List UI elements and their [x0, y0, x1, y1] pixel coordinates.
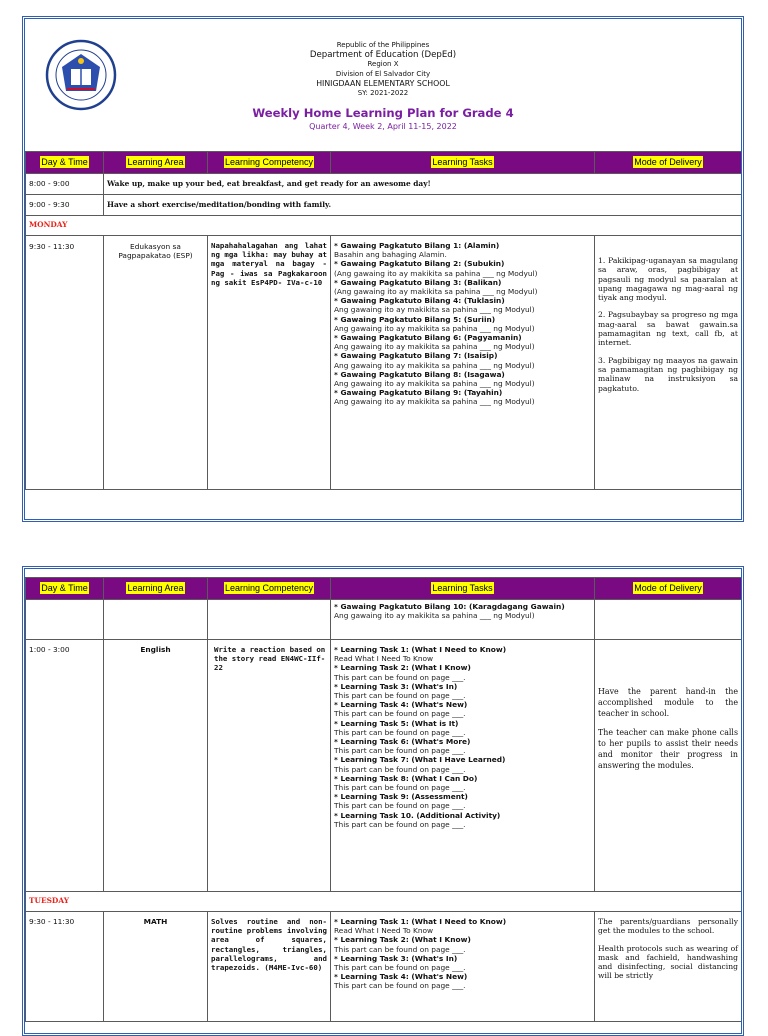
task-list [334, 917, 591, 991]
col-day-time: Day & Time [41, 156, 88, 167]
mode-text: 1. Pakikipag-uganayan sa magulang sa araw, oras, pagbibigay at pagsauli ng modyul sa paaralan at upang magagawa ng mag-aaral ng tiyak ang modyul. [598, 256, 738, 303]
mode-cell [595, 640, 742, 892]
task-desc: Read What I Need To Know [334, 926, 434, 936]
task-desc: This part can be found on page ___. [334, 819, 466, 829]
table-row [26, 216, 742, 236]
mode-cell [595, 236, 742, 490]
task-desc: This part can be found on page ___. [334, 691, 466, 701]
col-learning-tasks: Learning Tasks [432, 582, 493, 593]
table-header-row [26, 152, 742, 174]
task-desc: Basahin ang bahaging Alamin. [334, 250, 447, 260]
learning-area-cell: MATH [104, 912, 208, 1022]
task-desc: (Ang gawaing ito ay makikita sa pahina ___ ng Modyul) [334, 287, 538, 297]
task-title: * Gawaing Pagkatuto Bilang 1: (Alamin) [334, 241, 500, 250]
task-title: * Gawaing Pagkatuto Bilang 10: (Karagdagang Gawain) [334, 602, 565, 611]
empty-cell [104, 600, 208, 640]
table-header-row [26, 578, 742, 600]
task-desc: This part can be found on page ___. [334, 801, 466, 811]
table-row [26, 195, 742, 216]
col-learning-competency: Learning Competency [224, 582, 314, 593]
tasks-cell [331, 236, 595, 490]
mode-text: The parents/guardians personally get the modules to the school. [598, 917, 738, 936]
day-label-tuesday: TUESDAY [26, 892, 742, 912]
table-row [26, 236, 742, 490]
task-title: * Gawaing Pagkatuto Bilang 5: (Suriin) [334, 314, 496, 324]
republic-text: Republic of the Philippines [336, 41, 430, 49]
task-desc: This part can be found on page ___. [334, 944, 466, 954]
mode-text: 3. Pagbibigay ng maayos na gawain sa pamamagitan ng pagbibigay ng malinaw na instruksiyon sa pagkatuto. [598, 355, 738, 393]
task-desc: This part can be found on page ___. [334, 963, 466, 973]
task-desc: This part can be found on page ___. [334, 727, 466, 737]
table-row [26, 174, 742, 195]
table-row [26, 600, 742, 640]
table-row [26, 912, 742, 1022]
day-label-monday: MONDAY [26, 216, 742, 236]
mode-text: The teacher can make phone calls to her pupils to assist their needs and monitor their progress in answering the modules. [598, 728, 738, 770]
task-title: * Learning Task 8: (What I Can Do) [334, 773, 478, 783]
task-desc: This part can be found on page ___. [334, 709, 466, 719]
task-desc: This part can be found on page ___. [334, 746, 466, 756]
task-desc: Ang gawaing ito ay makikita sa pahina ___ ng Modyul) [334, 397, 535, 407]
empty-cell [208, 600, 331, 640]
task-title: * Learning Task 6: (What's More) [334, 737, 471, 747]
empty-cell [26, 600, 104, 640]
task-desc: This part can be found on page ___. [334, 764, 466, 774]
task-title: * Learning Task 9: (Assessment) [334, 792, 468, 802]
task-list [334, 241, 591, 407]
school-name: HINIGDAAN ELEMENTARY SCHOOL [316, 79, 450, 89]
task-title: * Learning Task 10. (Additional Activity) [334, 810, 501, 820]
document-header [25, 19, 741, 151]
task-desc: Ang gawaing ito ay makikita sa pahina ___ ng Modyul) [334, 611, 535, 621]
task-title: * Gawaing Pagkatuto Bilang 4: (Tuklasin) [334, 296, 505, 306]
task-desc: This part can be found on page ___. [334, 783, 466, 793]
competency-cell: Write a reaction based on the story read EN4WC-IIf-22 [208, 640, 331, 892]
tasks-cell [331, 912, 595, 1022]
task-desc: This part can be found on page ___. [334, 672, 466, 682]
time-cell: 8:00 - 9:00 [26, 174, 104, 195]
task-title: * Learning Task 4: (What's New) [334, 972, 468, 982]
competency-cell: Napahahalagahan ang lahat ng mga likha: may buhay at mga materyal na bagay - Pag - iwas sa Pagkakaroon ng sakit EsP4PD- IVa-c-10 [208, 236, 331, 490]
col-learning-competency: Learning Competency [224, 156, 314, 167]
task-desc: This part can be found on page ___. [334, 981, 466, 991]
mode-text: Health protocols such as wearing of mask and fachield, handwashing and disinfecting, social distancing will be strictly [598, 943, 738, 981]
table-row [26, 892, 742, 912]
mode-text: Have the parent hand-in the accomplished module to the teacher in school. [598, 687, 738, 718]
activity-cell: Wake up, make up your bed, eat breakfast, and get ready for an awesome day! [104, 174, 742, 195]
task-desc: Ang gawaing ito ay makikita sa pahina ___ ng Modyul) [334, 342, 535, 352]
task-desc: Ang gawaing ito ay makikita sa pahina ___ ng Modyul) [334, 360, 535, 370]
task-title: * Gawaing Pagkatuto Bilang 3: (Balikan) [334, 277, 502, 287]
col-mode-of-delivery: Mode of Delivery [634, 582, 702, 593]
task-desc: Read What I Need To Know [334, 654, 434, 664]
task-title: * Learning Task 5: (What is It) [334, 718, 459, 728]
mode-text: 2. Pagsubaybay sa progreso ng mga mag-aaral sa bawat gawain.sa pamamagitan ng text, call fb, at internet. [598, 310, 738, 348]
task-title: * Gawaing Pagkatuto Bilang 9: (Tayahin) [334, 388, 503, 398]
task-title: * Gawaing Pagkatuto Bilang 8: (Isagawa) [334, 369, 505, 379]
task-desc: Ang gawaing ito ay makikita sa pahina ___ ng Modyul) [334, 323, 535, 333]
time-cell: 1:00 - 3:00 [26, 640, 104, 892]
tasks-cell [331, 640, 595, 892]
region-text: Region X [367, 60, 399, 69]
school-year: SY: 2021-2022 [357, 88, 409, 97]
competency-cell: Solves routine and non-routine problems involving area of squares, rectangles, triangles, parallelograms, and trapezoids. (M4ME-Ivc-60) [208, 912, 331, 1022]
col-mode-of-delivery: Mode of Delivery [634, 156, 702, 167]
col-learning-tasks: Learning Tasks [432, 156, 493, 167]
plan-title: Weekly Home Learning Plan for Grade 4 [252, 105, 514, 120]
tasks-cell [331, 600, 595, 640]
learning-area-cell: Edukasyon sa Pagpapakatao (ESP) [104, 236, 208, 490]
task-desc: Ang gawaing ito ay makikita sa pahina ___ ng Modyul) [334, 305, 535, 315]
col-learning-area: Learning Area [127, 156, 184, 167]
task-title: * Learning Task 3: (What's In) [334, 681, 458, 691]
task-desc: (Ang gawaing ito ay makikita sa pahina ___ ng Modyul) [334, 268, 538, 278]
task-title: * Learning Task 2: (What I Know) [334, 935, 471, 945]
quarter-text: Quarter 4, Week 2, April 11-15, 2022 [309, 121, 457, 131]
task-title: * Gawaing Pagkatuto Bilang 6: (Pagyamanin) [334, 333, 522, 343]
learning-plan-table [25, 151, 742, 490]
learning-area-cell: English [104, 640, 208, 892]
task-title: * Learning Task 4: (What's New) [334, 700, 468, 710]
time-cell: 9:30 - 11:30 [26, 236, 104, 490]
empty-cell [595, 600, 742, 640]
learning-plan-table [25, 577, 742, 1022]
col-day-time: Day & Time [41, 582, 88, 593]
plan-page-1 [22, 16, 744, 522]
task-title: * Learning Task 2: (What I Know) [334, 663, 471, 673]
activity-cell: Have a short exercise/meditation/bonding with family. [104, 195, 742, 216]
task-title: * Learning Task 7: (What I Have Learned) [334, 755, 506, 765]
department-text: Department of Education (DepEd) [309, 49, 457, 60]
division-text: Division of El Salvador City [335, 69, 431, 78]
task-desc: Ang gawaing ito ay makikita sa pahina ___ ng Modyul) [334, 379, 535, 389]
plan-page-2 [22, 566, 744, 1036]
task-title: * Learning Task 1: (What I Need to Know) [334, 645, 507, 654]
task-list [334, 645, 591, 829]
task-title: * Gawaing Pagkatuto Bilang 2: (Subukin) [334, 259, 505, 269]
mode-cell [595, 912, 742, 1022]
task-title: * Learning Task 3: (What's In) [334, 953, 458, 963]
task-title: * Gawaing Pagkatuto Bilang 7: (Isaisip) [334, 351, 498, 361]
time-cell: 9:00 - 9:30 [26, 195, 104, 216]
task-title: * Learning Task 1: (What I Need to Know) [334, 917, 507, 926]
time-cell: 9:30 - 11:30 [26, 912, 104, 1022]
table-row [26, 640, 742, 892]
col-learning-area: Learning Area [127, 582, 184, 593]
